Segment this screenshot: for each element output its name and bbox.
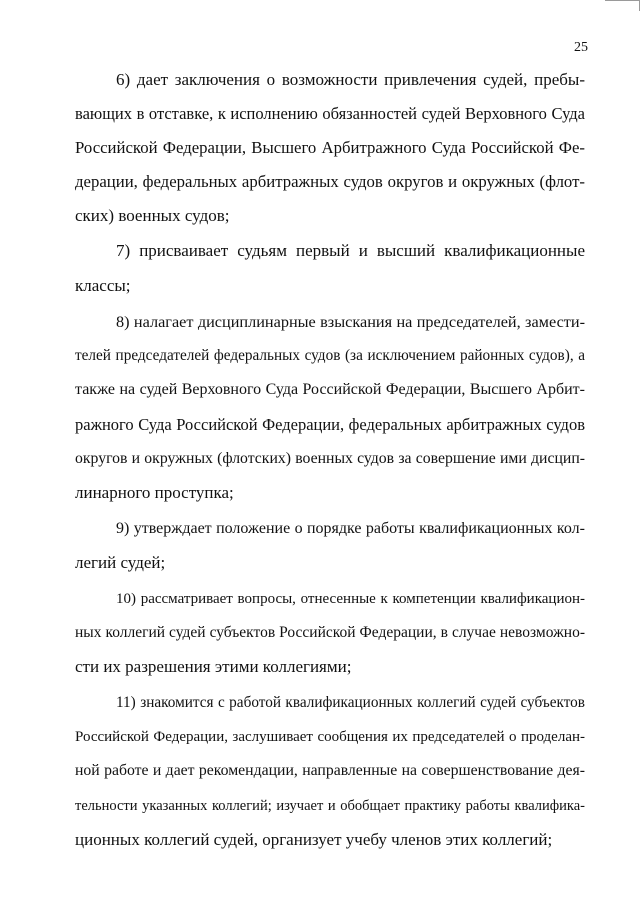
text-line: 11) знакомится с работой квалификационных коллегий судей субъектов — [116, 694, 585, 711]
text-line: ражного Суда Российской Федерации, федеральных арбитражных судов — [75, 415, 585, 434]
text-line: тельности указанных коллегий; изучает и обобщает практику работы квалифика- — [75, 798, 585, 814]
text-line: ной работе и дает рекомендации, направленные на совершенствование дея- — [75, 762, 585, 779]
text-line: округов и окружных (флотских) военных судов за совершение ими дисцип- — [75, 450, 585, 467]
text-line: телей председателей федеральных судов (за исключением районных судов), а — [75, 347, 585, 364]
page-number: 25 — [574, 40, 588, 55]
text-line: линарного проступка; — [75, 483, 234, 502]
text-line: вающих в отставке, к исполнению обязанностей судей Верховного Суда — [75, 104, 585, 123]
text-line: сти их разрешения этими коллегиями; — [75, 657, 352, 676]
text-line: дерации, федеральных арбитражных судов округов и окружных (флот- — [75, 172, 585, 191]
text-line: ских) военных судов; — [75, 206, 230, 225]
text-line: 10) рассматривает вопросы, отнесенные к компетенции квалификацион- — [116, 591, 585, 607]
text-line: 7) присваивает судьям первый и высший квалификационные — [116, 241, 585, 260]
text-line: также на судей Верховного Суда Российской Федерации, Высшего Арбит- — [75, 381, 585, 398]
text-line: Российской Федерации, Высшего Арбитражного Суда Российской Фе- — [75, 138, 585, 157]
text-line: 8) налагает дисциплинарные взыскания на председателей, замести- — [116, 313, 585, 331]
text-line: классы; — [75, 276, 131, 295]
text-line: 6) дает заключения о возможности привлечения судей, пребы- — [116, 70, 585, 89]
text-line: ных коллегий судей субъектов Российской Федерации, в случае невозможно- — [75, 624, 585, 641]
text-line: ционных коллегий судей, организует учебу членов этих коллегий; — [75, 830, 553, 849]
text-line: 9) утверждает положение о порядке работы квалификационных кол- — [116, 520, 585, 537]
text-line: Российской Федерации, заслушивает сообщения их председателей о проделан- — [75, 729, 585, 745]
text-line: легий судей; — [75, 553, 166, 572]
scan-corner-mark — [605, 0, 640, 11]
